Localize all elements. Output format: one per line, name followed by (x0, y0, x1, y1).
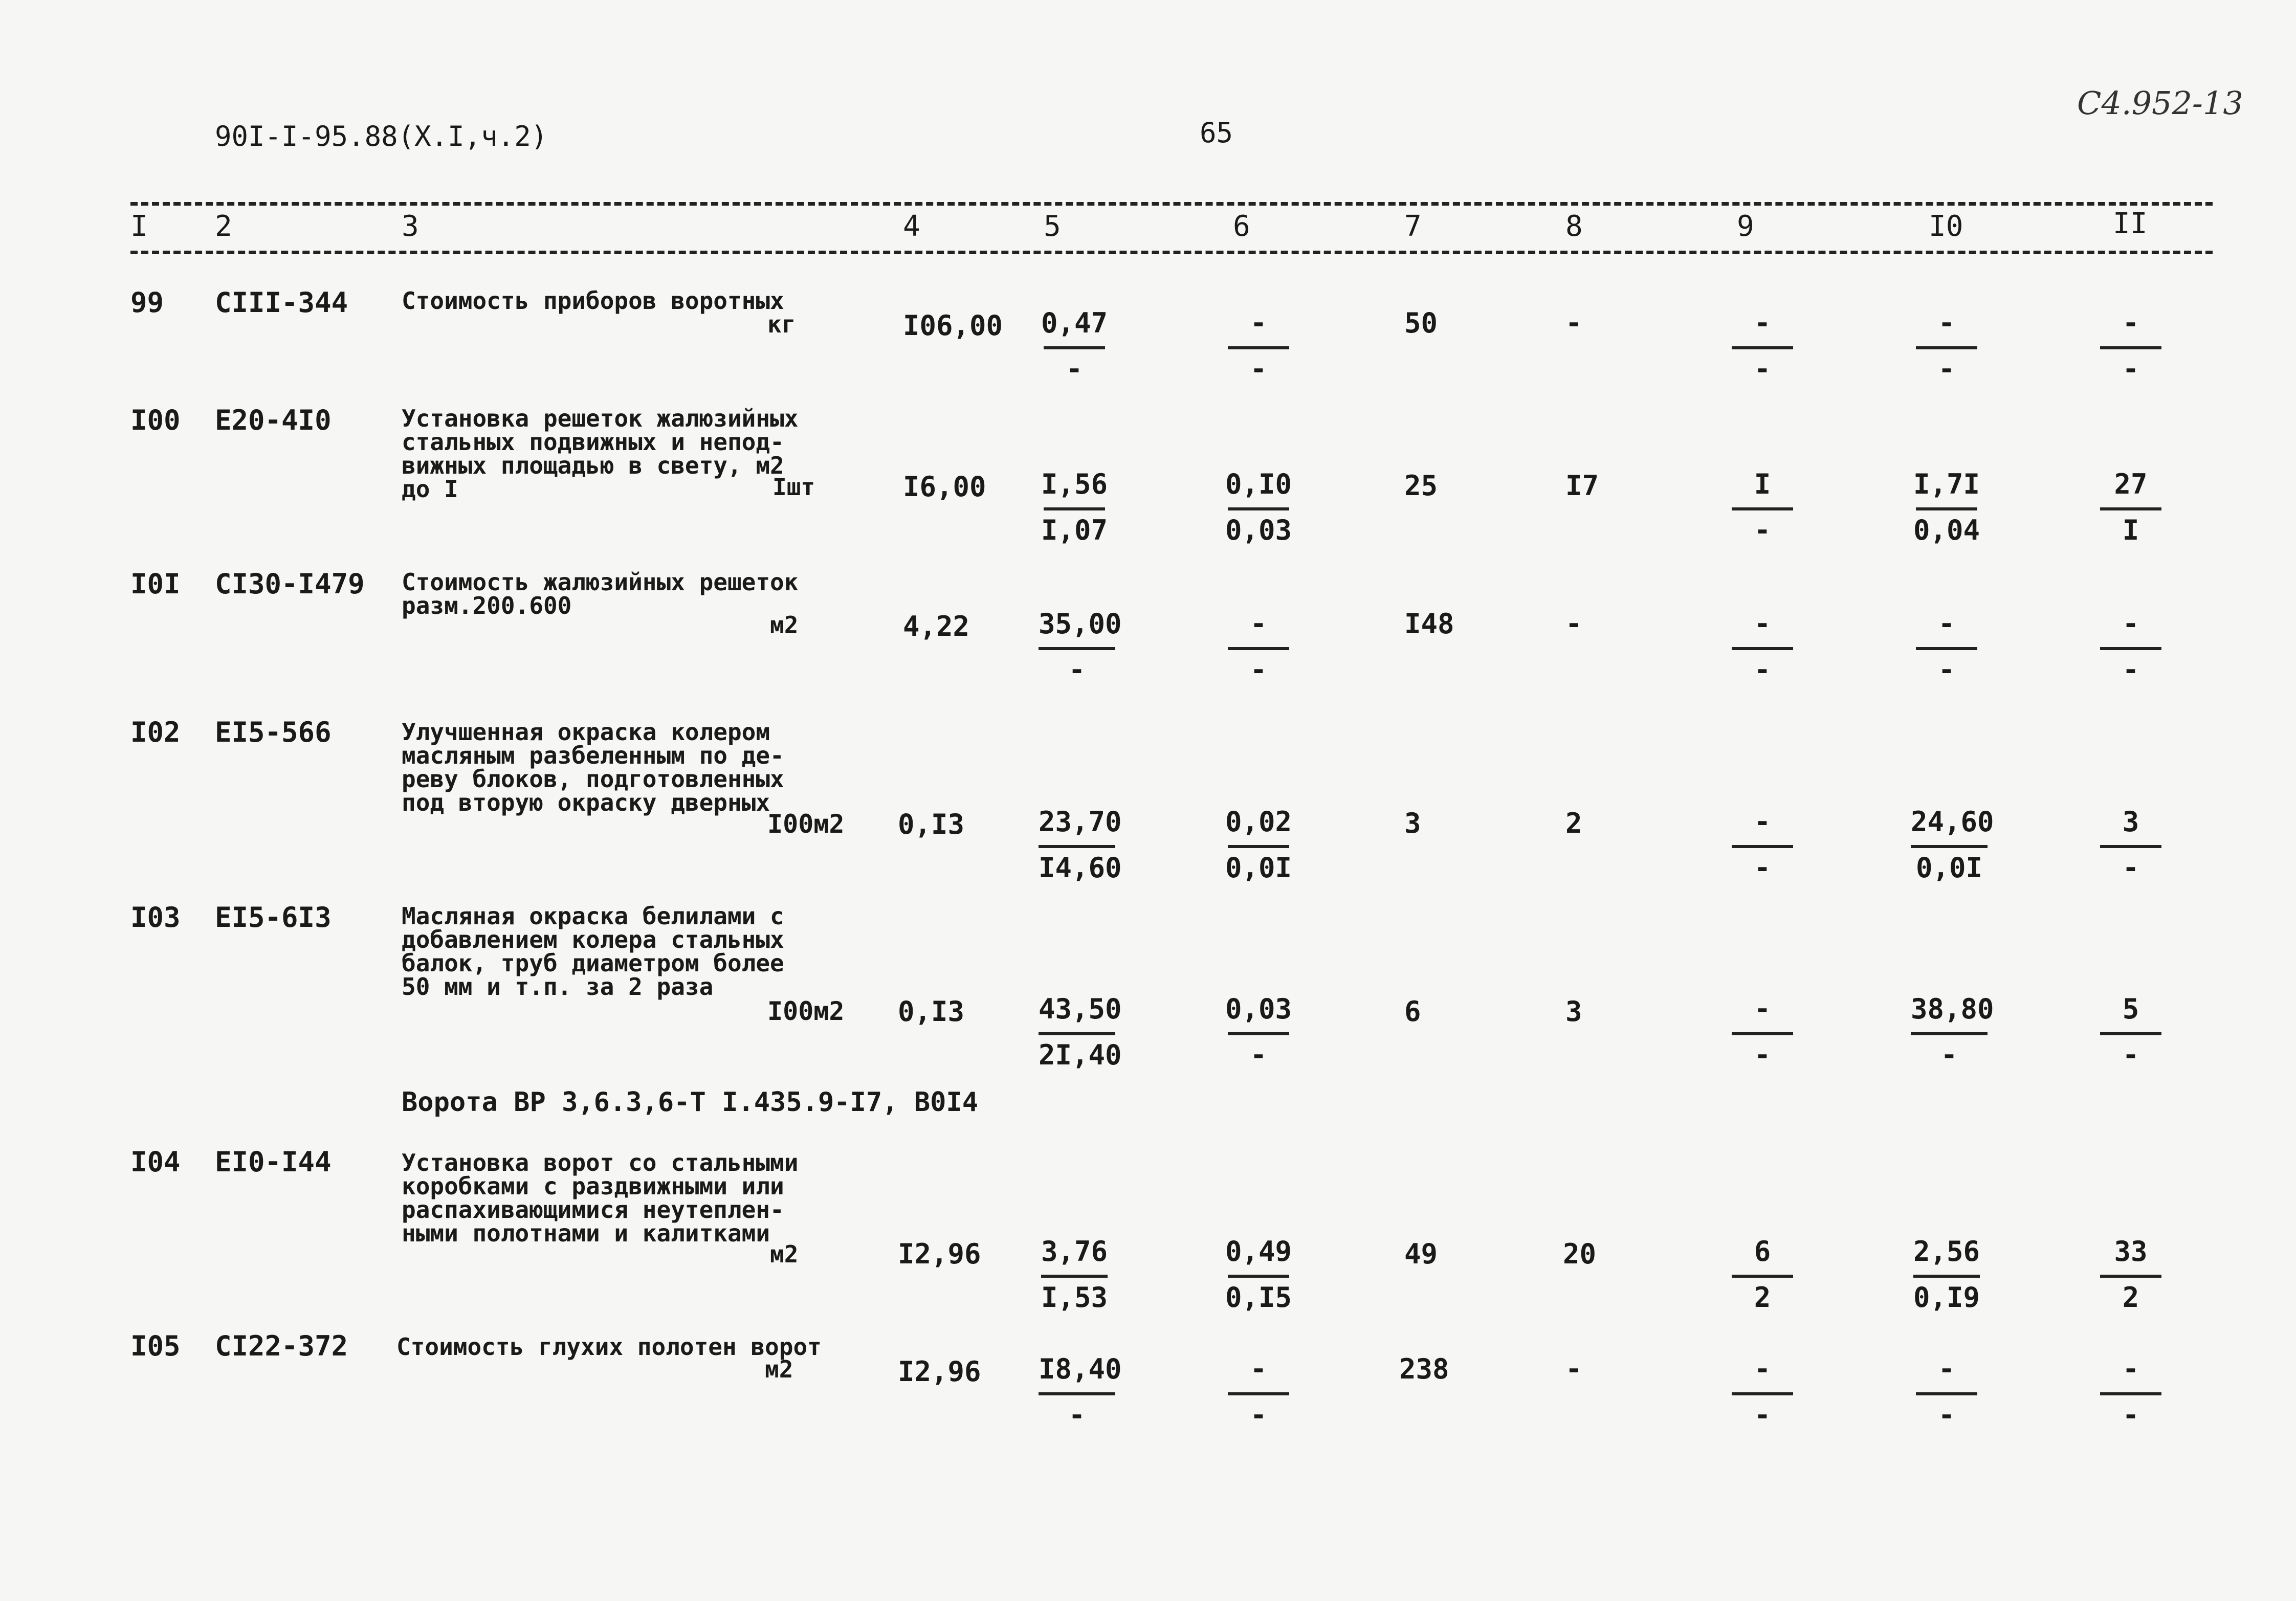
row-quantity: 4,22 (903, 610, 970, 642)
col9-fraction: - - (1729, 995, 1796, 1069)
col5-fraction: I,56 I,07 (1041, 468, 1108, 546)
col-header-3: 3 (402, 210, 419, 243)
col-header-1: I (130, 210, 148, 243)
col11-fraction: - - (2098, 309, 2164, 383)
col-header-6: 6 (1233, 210, 1250, 243)
row-quantity: I2,96 (898, 1355, 981, 1388)
row-unit: м2 (765, 1355, 793, 1383)
row-number: I00 (130, 404, 181, 436)
col-header-4: 4 (903, 210, 920, 243)
row-code: СI22-372 (215, 1330, 348, 1362)
row-description: Улучшенная окраска колером масляным разбеленным по де- реву блоков, подготовленных под вторую окраску дверных (402, 718, 784, 816)
row-code: ЕI5-566 (215, 716, 332, 748)
row-code: Е20-4I0 (215, 404, 332, 436)
col5-fraction: 35,00 - (1039, 608, 1122, 686)
col6-fraction: - - (1225, 1355, 1292, 1429)
row-quantity: I2,96 (898, 1238, 981, 1270)
col8-value: 3 (1565, 995, 1582, 1028)
row-quantity: 0,I3 (898, 808, 965, 840)
row-unit: кг (767, 310, 796, 338)
col5-fraction: 23,70 I4,60 (1039, 806, 1122, 884)
section-title: Ворота ВР 3,6.3,6-Т I.435.9-I7, В0I4 (402, 1087, 979, 1118)
col6-fraction: 0,02 0,0I (1225, 806, 1292, 884)
col10-fraction: - - (1913, 309, 1980, 383)
row-description: Стоимость приборов воротных (402, 287, 784, 315)
col9-fraction: 6 2 (1729, 1238, 1796, 1311)
col11-fraction: - - (2098, 1355, 2164, 1429)
col-header-11: II (2113, 207, 2148, 240)
col9-fraction: - - (1729, 610, 1796, 684)
col8-value: 20 (1563, 1238, 1597, 1270)
col7-value: 6 (1404, 995, 1421, 1028)
col11-fraction: 5 - (2098, 995, 2164, 1069)
col10-fraction: - - (1913, 1355, 1980, 1429)
col6-fraction: - - (1225, 309, 1292, 383)
row-description: Установка решеток жалюзийных стальных подвижных и непод- вижных площадью в свету, м2 до I (402, 405, 799, 503)
col6-fraction: 0,I0 0,03 (1225, 468, 1292, 546)
col8-value: - (1565, 307, 1582, 339)
row-description: Масляная окраска белилами с добавлением колера стальных балок, труб диаметром более 50 мм и т.п. за 2 раза (402, 902, 784, 1000)
col8-value: 2 (1565, 807, 1582, 839)
col10-fraction: 38,80 - (1911, 993, 1994, 1071)
row-description: Установка ворот со стальными коробками с раздвижными или распахивающимися неутеплен- ными полотнами и калитками (402, 1149, 799, 1247)
col5-fraction: 3,76 I,53 (1041, 1235, 1108, 1314)
row-unit: I00м2 (767, 809, 845, 839)
col-header-9: 9 (1737, 210, 1754, 243)
col-header-7: 7 (1404, 210, 1422, 243)
col11-fraction: 27 I (2098, 471, 2164, 544)
row-description: Стоимость глухих полотен ворот (396, 1333, 822, 1361)
col11-fraction: 3 - (2098, 808, 2164, 882)
col7-value: 238 (1399, 1353, 1449, 1385)
col-header-5: 5 (1044, 210, 1061, 243)
col-header-8: 8 (1565, 210, 1583, 243)
col6-fraction: - - (1225, 610, 1292, 684)
col8-value: - (1565, 1353, 1582, 1385)
row-number: I04 (130, 1146, 181, 1178)
row-code: ЕI5-6I3 (215, 901, 332, 933)
row-unit: м2 (770, 611, 799, 639)
col7-value: 50 (1404, 307, 1438, 339)
col5-fraction: I8,40 - (1039, 1353, 1122, 1431)
col8-value: I7 (1565, 470, 1599, 502)
row-description: Стоимость жалюзийных решеток разм.200.600 (402, 568, 799, 619)
col9-fraction: I - (1729, 471, 1796, 544)
col7-value: I48 (1404, 608, 1454, 640)
row-quantity: I6,00 (903, 471, 986, 503)
col5-fraction: 43,50 2I,40 (1039, 993, 1122, 1071)
col9-fraction: - - (1729, 808, 1796, 882)
col5-fraction: 0,47 - (1041, 307, 1108, 385)
row-unit: I00м2 (767, 996, 845, 1026)
col7-value: 3 (1404, 807, 1421, 839)
col10-fraction: - - (1913, 610, 1980, 684)
row-number: I05 (130, 1330, 181, 1362)
row-number: I03 (130, 901, 181, 933)
page-number: 65 (1200, 117, 1233, 149)
row-number: I02 (130, 716, 181, 748)
col11-fraction: 33 2 (2098, 1238, 2164, 1311)
row-number: I0I (130, 568, 181, 600)
col10-fraction: I,7I 0,04 (1913, 468, 1980, 546)
row-code: СIII-344 (215, 286, 348, 319)
row-quantity: 0,I3 (898, 995, 965, 1028)
col7-value: 25 (1404, 470, 1438, 502)
row-unit: Iшт (772, 473, 815, 501)
row-number: 99 (130, 286, 164, 319)
doc-code: 90I-I-95.88(X.I,ч.2) (215, 120, 548, 152)
row-quantity: I06,00 (903, 309, 1003, 342)
col8-value: - (1565, 608, 1582, 640)
col7-value: 49 (1404, 1238, 1438, 1270)
header-rule-bottom (130, 251, 2213, 254)
handwritten-mark: С4.952-13 (2077, 84, 2243, 122)
row-code: ЕI0-I44 (215, 1146, 332, 1178)
col10-fraction: 24,60 0,0I (1911, 806, 1994, 884)
col11-fraction: - - (2098, 610, 2164, 684)
row-code: СI30-I479 (215, 568, 365, 600)
col-header-10: I0 (1929, 210, 1963, 243)
row-unit: м2 (770, 1240, 799, 1268)
col6-fraction: 0,03 - (1225, 993, 1292, 1071)
header-rule-top (130, 202, 2213, 206)
col10-fraction: 2,56 0,I9 (1913, 1235, 1980, 1314)
col9-fraction: - - (1729, 309, 1796, 383)
col9-fraction: - - (1729, 1355, 1796, 1429)
col6-fraction: 0,49 0,I5 (1225, 1235, 1292, 1314)
col-header-2: 2 (215, 210, 232, 243)
